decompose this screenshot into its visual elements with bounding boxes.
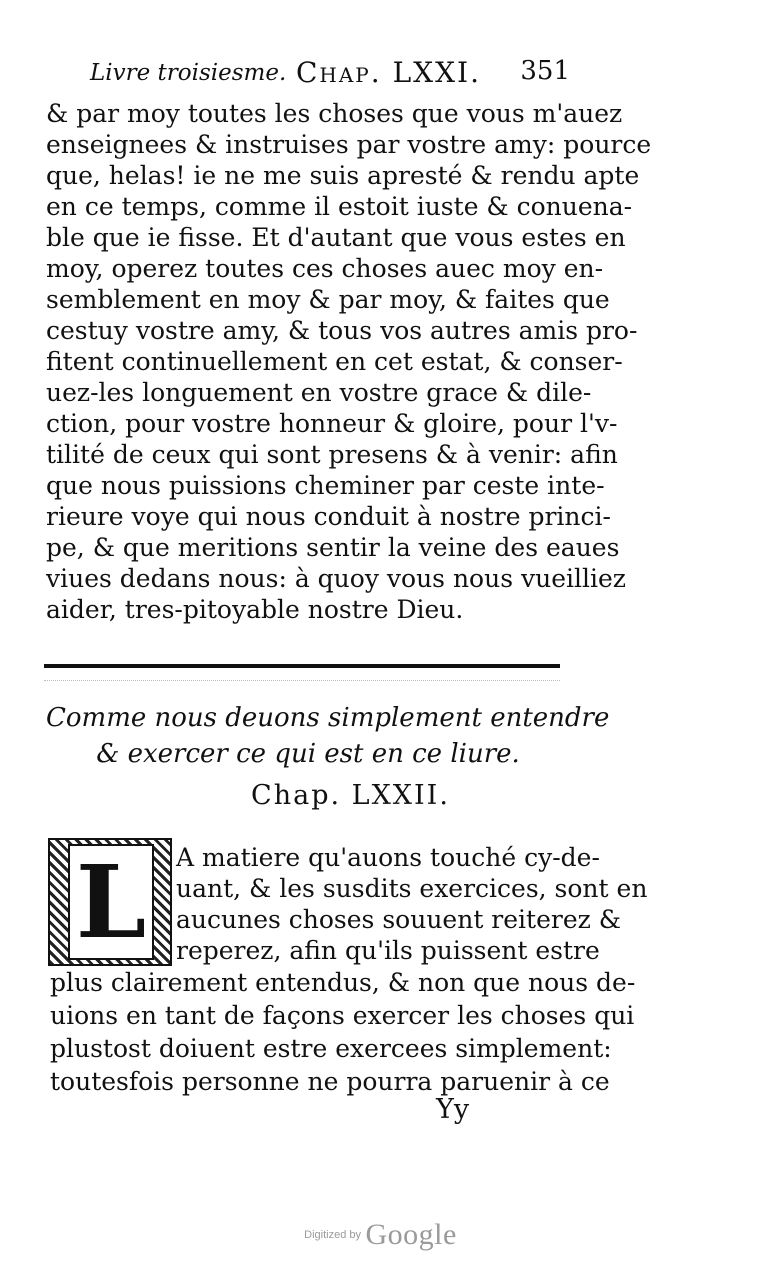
watermark-prefix: Digitized by [304, 1229, 362, 1241]
text-line: que, helas! ie ne me suis apresté & rendu apte [46, 161, 640, 190]
paragraph-full-lines [50, 966, 636, 1098]
text-line: uant, & les susdits exercices, sont en [176, 874, 648, 903]
text-line: A matiere qu'auons touché cy-de- [176, 843, 600, 872]
text-line: aider, tres-pitoyable nostre Dieu. [46, 595, 464, 624]
google-logo-text: Google [365, 1218, 457, 1251]
chapter-number-text: Chap. LXXII. [251, 780, 450, 811]
ornamental-drop-cap [48, 838, 172, 966]
text-line: rieure voye qui nous conduit à nostre princi- [46, 502, 611, 531]
text-line: fitent continuellement en cet estat, & conser- [46, 347, 623, 376]
section-divider-rule [44, 664, 560, 668]
text-line: pe, & que meritions sentir la veine des eaues [46, 533, 620, 562]
text-line: que nous puissions cheminer par ceste inte- [46, 471, 605, 500]
text-line: plustost doiuent estre exercees simplement: [50, 1034, 612, 1063]
signature-mark: Yy [436, 1094, 470, 1125]
text-line: moy, operez toutes ces choses auec moy en- [46, 254, 604, 283]
running-header [90, 56, 570, 92]
text-line: cestuy vostre amy, & tous vos autres amis pro- [46, 316, 638, 345]
text-line: aucunes choses souuent reiterez & [176, 905, 622, 934]
chapter-number [0, 780, 761, 811]
text-line: uez-les longuement en vostre grace & dile- [46, 378, 592, 407]
text-line: uions en tant de façons exercer les choses qui [50, 1001, 635, 1030]
running-title: Livre troisiesme. [90, 60, 287, 86]
chapter-reference: Chap. LXXI. [296, 56, 481, 89]
text-line: & par moy toutes les choses que vous m'auez [46, 99, 623, 128]
text-line: plus clairement entendus, & non que nous de- [50, 968, 636, 997]
drop-cap-letter: L [68, 844, 154, 960]
section-heading-line-1: Comme nous deuons simplement entendre [46, 703, 610, 733]
text-line: enseignees & instruises par vostre amy: pource [46, 130, 652, 159]
bleed-through-line [44, 680, 560, 682]
section-heading-line-2: & exercer ce qui est en ce liure. [96, 739, 520, 769]
paragraph-indented-lines [176, 842, 648, 966]
section-heading [46, 700, 610, 772]
page-number: 351 [520, 56, 570, 86]
digitization-watermark [0, 1218, 761, 1252]
text-line: ble que ie fisse. Et d'autant que vous estes en [46, 223, 626, 252]
text-line: ction, pour vostre honneur & gloire, pour l'v- [46, 409, 618, 438]
text-line: reperez, afin qu'ils puissent estre [176, 936, 600, 965]
text-line: toutesfois personne ne pourra paruenir à ce [50, 1067, 610, 1096]
text-line: semblement en moy & par moy, & faites que [46, 285, 610, 314]
text-line: en ce temps, comme il estoit iuste & conuena- [46, 192, 633, 221]
text-line: tilité de ceux qui sont presens & à venir: afin [46, 440, 618, 469]
text-line: viues dedans nous: à quoy vous nous vueilliez [46, 564, 626, 593]
paragraph-chapter-71-ending [46, 98, 652, 625]
